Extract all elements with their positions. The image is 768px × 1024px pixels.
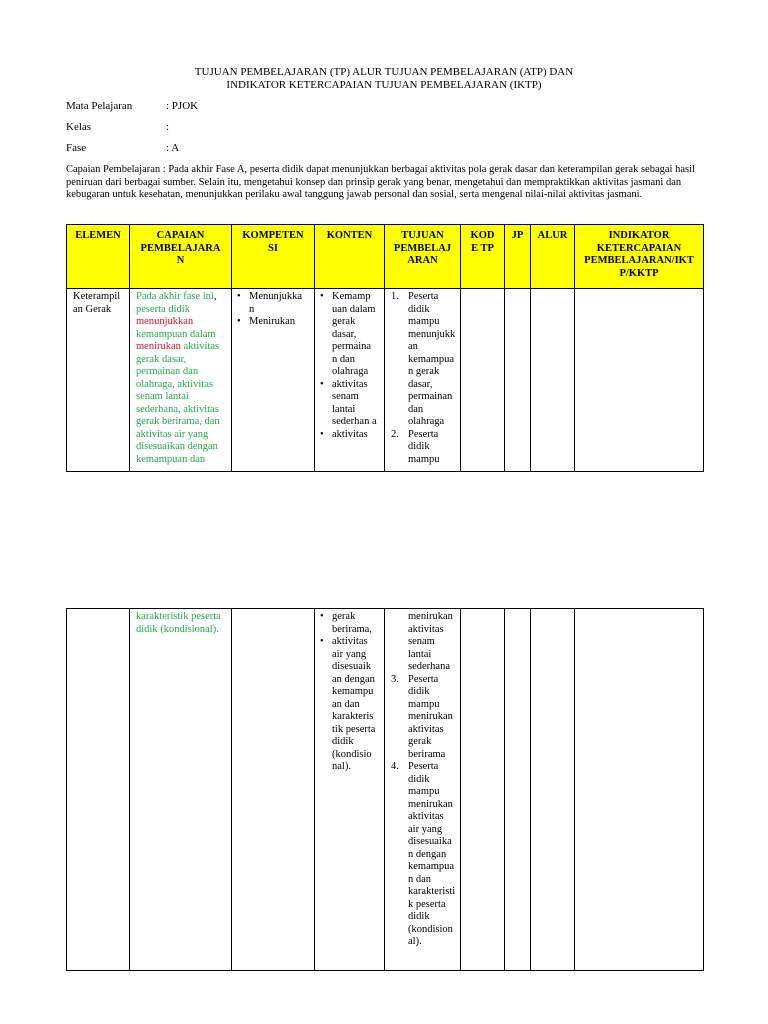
- meta-value: : PJOK: [166, 100, 199, 112]
- header-konten: KONTEN: [315, 225, 385, 289]
- meta-value: : A: [166, 142, 180, 154]
- cell-kode-tp: [461, 609, 505, 971]
- capaian-text-green: karakteristik peserta didik (kondisional).: [136, 611, 221, 635]
- list-item: • Menunjukka n: [238, 291, 308, 316]
- list-number: 3.: [391, 673, 399, 685]
- list-text: gerak berirama,: [332, 611, 372, 635]
- list-number: 2.: [391, 428, 399, 440]
- header-jp: JP: [505, 225, 531, 289]
- header-kode-tp: KOD E TP: [461, 225, 505, 289]
- title-line-2: INDIKATOR KETERCAPAIAN TUJUAN PEMBELAJARAN (IKTP): [226, 79, 542, 91]
- list-text: Peserta didik mampu: [408, 428, 440, 465]
- list-item: • Menirukan: [238, 316, 308, 329]
- cell-kompetensi: [232, 609, 315, 971]
- capaian-pembelajaran-paragraph: Capaian Pembelajaran : Pada akhir Fase A, peserta didik dapat menunjukkan berbagai aktivitas pola gerak dasar dan keterampilan gerak sebagai hasil peniruan dari berbagai sumber. Selain itu, mengetahui konsep dan prinsip gerak yang benar, mengetahui dan mempraktikkan aktivitas jasmani dan kebugaran untuk kesehatan, menunjukkan perilaku awal tanggung jawab personal dan sosial, serta mengenal nilai-nilai aktivitas jasmani.: [66, 164, 695, 201]
- list-text: menirukan aktivitas senam lantai sederhana: [408, 611, 453, 672]
- cell-jp: [505, 609, 531, 971]
- header-capaian-pembelajaran: CAPAIAN PEMBELAJARA N: [130, 225, 232, 289]
- header-elemen: ELEMEN: [67, 225, 130, 289]
- table-row: [67, 289, 704, 472]
- cell-indikator: [575, 609, 704, 971]
- header-indikator: INDIKATOR KETERCAPAIAN PEMBELAJARAN/IKT P/KKTP: [575, 225, 704, 289]
- list-text: Peserta didik mampu menirukan aktivitas gerak berirama: [408, 673, 453, 760]
- document-title: [0, 66, 768, 92]
- meta-label: Fase: [66, 142, 87, 154]
- capaian-text-green: aktivitas gerak dasar, permainan dan olahraga, aktivitas senam lantai sederhana, aktivitas gerak berirama, dan aktivitas air yang disesuaikan dengan kemampuan dan: [136, 341, 220, 465]
- header-alur: ALUR: [531, 225, 575, 289]
- list-item-continued: [321, 611, 378, 636]
- meta-label: Mata Pelajaran: [66, 100, 133, 112]
- cell-capaian: [130, 609, 232, 971]
- list-text: Peserta didik mampu menirukan aktivitas air yang disesuaika n dengan kemampua n dan karakteristi k peserta didik (kondision al).: [408, 761, 456, 947]
- title-line-1: TUJUAN PEMBELAJARAN (TP) ALUR TUJUAN PEMBELAJARAN (ATP) DAN: [194, 66, 574, 78]
- cell-elemen: [67, 609, 130, 971]
- cell-tujuan: [385, 609, 461, 971]
- table-header-row: [67, 225, 704, 289]
- cell-capaian: [130, 289, 232, 472]
- cell-kode-tp: [461, 289, 505, 472]
- cell-alur: [531, 289, 575, 472]
- list-item: [391, 761, 454, 949]
- tp-table: [66, 224, 704, 472]
- cell-alur: [531, 609, 575, 971]
- capaian-text-green: peserta didik: [136, 303, 190, 315]
- header-kompetensi: KOMPETEN SI: [232, 225, 315, 289]
- list-item: [391, 674, 454, 762]
- tp-table-continued: [66, 608, 704, 971]
- list-item: • Kemamp uan dalam gerak dasar, permaina n dan olahraga: [321, 291, 378, 379]
- cell-konten: [315, 289, 385, 472]
- list-text: Peserta didik mampu menunjukk an kemampua n gerak dasar, permainan dan olahraga: [408, 291, 456, 427]
- list-item: • aktivitas: [321, 429, 378, 442]
- list-item: • aktivitas air yang disesuaik an dengan kemampu an dan karakteris tik peserta didik (kondisio nal).: [321, 636, 378, 774]
- cell-kompetensi: [232, 289, 315, 472]
- list-item: • aktivitas senam lantai sederhan a: [321, 379, 378, 429]
- cell-elemen: Keterampil an Gerak: [67, 289, 130, 472]
- meta-label: Kelas: [66, 121, 92, 133]
- capaian-text-green: Pada akhir fase ini: [136, 291, 214, 302]
- capaian-text-red: menirukan: [136, 341, 181, 352]
- list-number: 1.: [391, 291, 399, 302]
- list-number: 4.: [391, 761, 399, 772]
- list-item-continued: [391, 611, 454, 674]
- cell-indikator: [575, 289, 704, 472]
- capaian-text-green: kemampuan dalam: [136, 328, 216, 340]
- capaian-text-red: menunjukkan: [136, 316, 194, 327]
- list-item: [391, 429, 454, 467]
- header-tujuan-pembelajaran: TUJUAN PEMBELAJ ARAN: [385, 225, 461, 289]
- list-item: [391, 291, 454, 429]
- cell-tujuan: [385, 289, 461, 472]
- table-row: [67, 609, 704, 971]
- cell-konten: [315, 609, 385, 971]
- capaian-comma: ,: [213, 291, 217, 302]
- meta-value: :: [166, 121, 170, 133]
- cell-jp: [505, 289, 531, 472]
